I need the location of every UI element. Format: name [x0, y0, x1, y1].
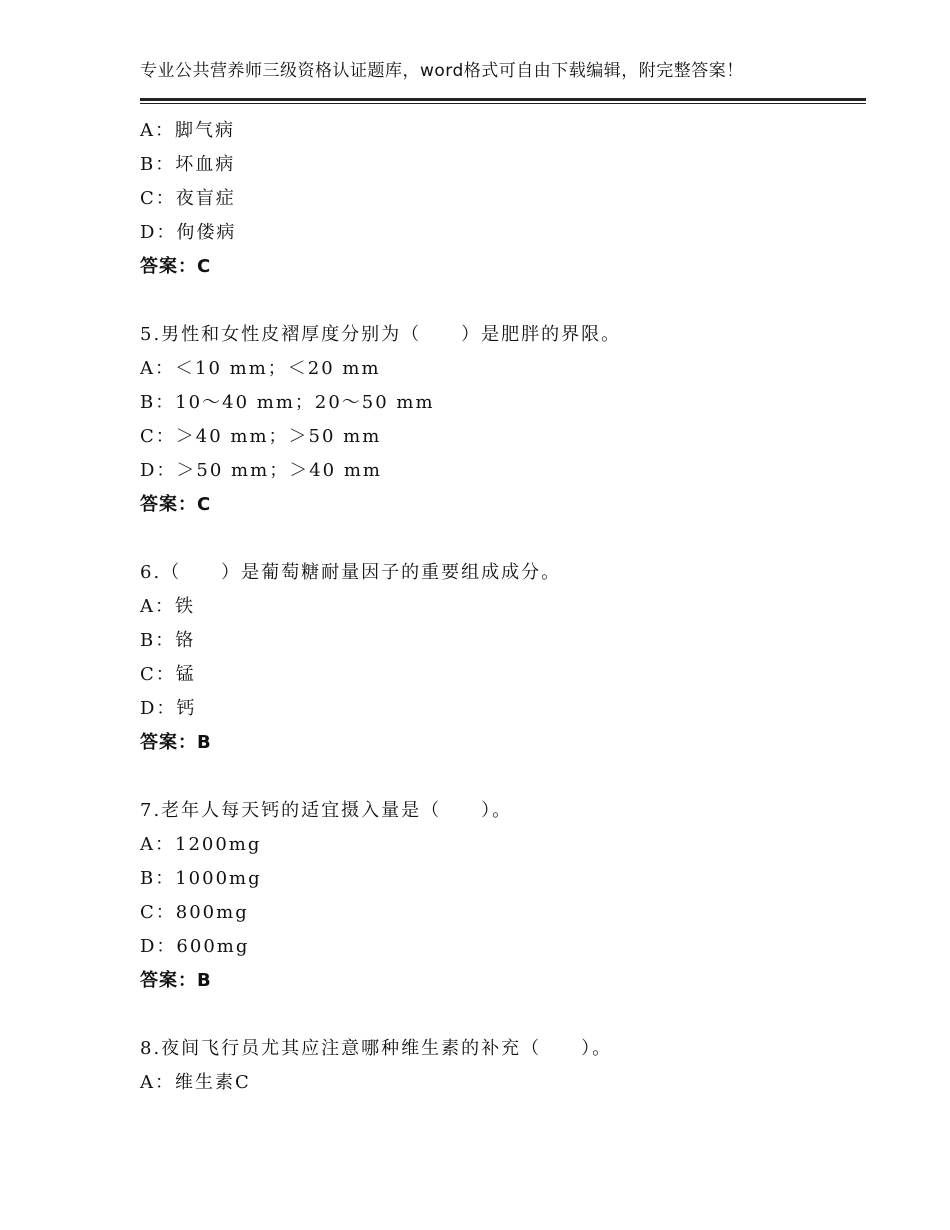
option-line: D：佝偻病 [140, 222, 237, 243]
question-line: 8.夜间飞行员尤其应注意哪种维生素的补充（ ）。 [140, 1038, 613, 1059]
option-line: A：铁 [140, 596, 195, 617]
option-line: D：钙 [140, 698, 197, 719]
option-line: B：铬 [140, 630, 196, 651]
page-header: 专业公共营养师三级资格认证题库，word格式可自由下载编辑，附完整答案！ [140, 61, 744, 81]
question-line: 5.男性和女性皮褶厚度分别为（ ）是肥胖的界限。 [140, 324, 622, 345]
block-gap [140, 998, 870, 1032]
option-line: A：维生素C [140, 1072, 251, 1093]
option-line: B：10～40 mm；20～50 mm [140, 392, 435, 413]
option-line: C：800mg [140, 902, 249, 923]
option-line: C：锰 [140, 664, 196, 685]
block-gap [140, 760, 870, 794]
answer-line: 答案：B [140, 732, 212, 753]
option-line: B：坏血病 [140, 154, 236, 175]
header-rule-thick [140, 98, 866, 101]
answer-line: 答案：C [140, 494, 212, 515]
option-line: D：＞50 mm；＞40 mm [140, 460, 382, 481]
option-line: D：600mg [140, 936, 250, 957]
answer-line: 答案：B [140, 970, 212, 991]
answer-line: 答案：C [140, 256, 212, 277]
option-line: A：＜10 mm；＜20 mm [140, 358, 381, 379]
option-line: A：1200mg [140, 834, 262, 855]
question-list [140, 114, 870, 1100]
option-line: C：夜盲症 [140, 188, 236, 209]
header-rule-thin [140, 103, 866, 104]
option-line: A：脚气病 [140, 120, 235, 141]
option-line: C：＞40 mm；＞50 mm [140, 426, 382, 447]
question-line: 6.（ ）是葡萄糖耐量因子的重要组成成分。 [140, 562, 562, 583]
question-line: 7.老年人每天钙的适宜摄入量是（ ）。 [140, 800, 513, 821]
option-line: B：1000mg [140, 868, 262, 889]
block-gap [140, 522, 870, 556]
block-gap [140, 284, 870, 318]
